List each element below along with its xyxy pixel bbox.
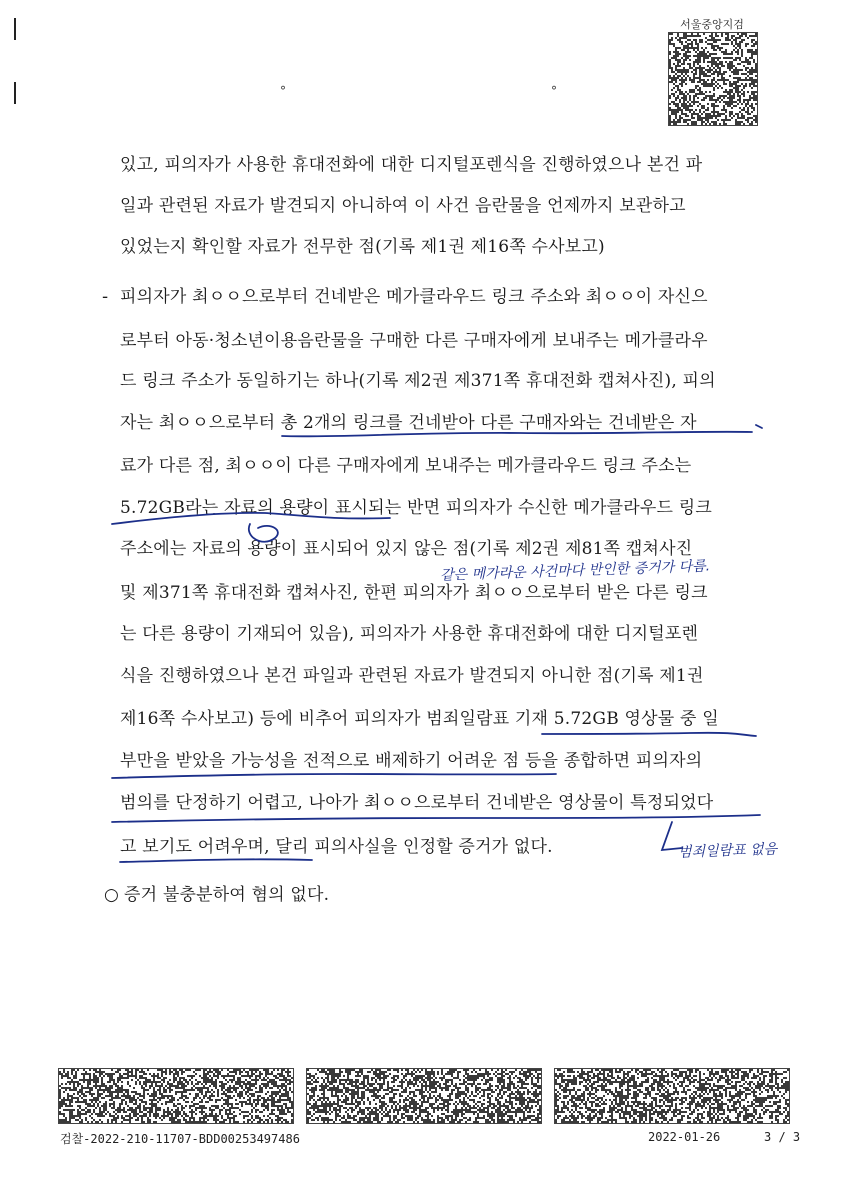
top-dot-right: ° xyxy=(551,84,557,98)
body-line: 자는 최ㅇㅇ으로부터 총 2개의 링크를 건네받아 다른 구매자와는 건네받은 자 xyxy=(120,413,697,433)
body-line: 및 제371쪽 휴대전화 캡쳐사진, 한편 피의자가 최ㅇㅇ으로부터 받은 다른 링크 xyxy=(120,583,708,603)
footer-barcode-right xyxy=(554,1068,790,1124)
circle-bullet: ○ xyxy=(104,885,119,905)
footer-page: 3 / 3 xyxy=(764,1130,801,1144)
body-line: 고 보기도 어려우며, 달리 피의사실을 인정할 증거가 없다. xyxy=(120,837,553,857)
body-line: 제16쪽 수사보고) 등에 비추어 피의자가 범죄일람표 기재 5.72GB 영상물 중 일 xyxy=(120,709,719,729)
barcode-pattern xyxy=(555,1069,789,1123)
barcode-pattern xyxy=(59,1069,293,1123)
conclusion-text: 증거 불충분하여 혐의 없다. xyxy=(124,885,330,905)
footer-barcode-center xyxy=(306,1068,542,1124)
body-line: 식을 진행하였으나 본건 파일과 관련된 자료가 발견되지 아니한 점(기록 제1권 xyxy=(120,666,704,686)
body-line: 피의자가 최ㅇㅇ으로부터 건네받은 메가클라우드 링크 주소와 최ㅇㅇ이 자신으 xyxy=(120,287,708,307)
body-line: 일과 관련된 자료가 발견되지 아니하여 이 사건 음란물을 언제까지 보관하고 xyxy=(120,196,686,216)
seal-barcode xyxy=(668,32,758,126)
body-line: 드 링크 주소가 동일하기는 하나(기록 제2권 제371쪽 휴대전화 캡쳐사진), 피의 xyxy=(120,371,716,391)
top-dot-left: ° xyxy=(280,84,286,98)
body-line: 로부터 아동·청소년이용음란물을 구매한 다른 구매자에게 보내주는 메가클라우 xyxy=(120,331,708,351)
dash-bullet: - xyxy=(102,287,109,307)
body-line: 료가 다른 점, 최ㅇㅇ이 다른 구매자에게 보내주는 메가클라우드 링크 주소는 xyxy=(120,456,692,476)
ink-underline xyxy=(756,425,762,428)
body-line: 있었는지 확인할 자료가 전무한 점(기록 제1권 제16쪽 수사보고) xyxy=(120,237,605,257)
body-line: 부만을 받았을 가능성을 전적으로 배제하기 어려운 점 등을 종합하면 피의자의 xyxy=(120,751,703,771)
body-line: 주소에는 자료의 용량이 표시되어 있지 않은 점(기록 제2권 제81쪽 캡쳐사진 xyxy=(120,539,693,559)
footer-doc-id: 검찰-2022-210-11707-BDD00253497486 xyxy=(60,1132,300,1146)
margin-mark-top xyxy=(14,18,16,40)
margin-mark-middle xyxy=(14,82,16,104)
body-line: 범의를 단정하기 어렵고, 나아가 최ㅇㅇ으로부터 건네받은 영상물이 특정되었다 xyxy=(120,793,714,813)
ink-underline xyxy=(112,815,760,822)
barcode-pattern xyxy=(307,1069,541,1123)
body-line: 5.72GB라는 자료의 용량이 표시되는 반면 피의자가 수신한 메가클라우드 링크 xyxy=(120,498,712,518)
seal-barcode-pattern xyxy=(669,33,757,125)
body-line: 는 다른 용량이 기재되어 있음), 피의자가 사용한 휴대전화에 대한 디지털포렌 xyxy=(120,624,699,644)
footer-date: 2022-01-26 xyxy=(648,1130,721,1144)
body-line: 있고, 피의자가 사용한 휴대전화에 대한 디지털포렌식을 진행하였으나 본건 파 xyxy=(120,155,703,175)
ink-underline xyxy=(542,733,756,736)
handwritten-note: 같은 메가라운 사건마다 반인한 증거가 다름. xyxy=(439,558,711,584)
seal-label: 서울중앙지검 xyxy=(680,18,744,31)
handwritten-note: 범죄일람표 없음 xyxy=(677,841,778,861)
ink-underline xyxy=(112,774,556,778)
footer-barcode-left xyxy=(58,1068,294,1124)
ink-underline xyxy=(120,859,312,862)
